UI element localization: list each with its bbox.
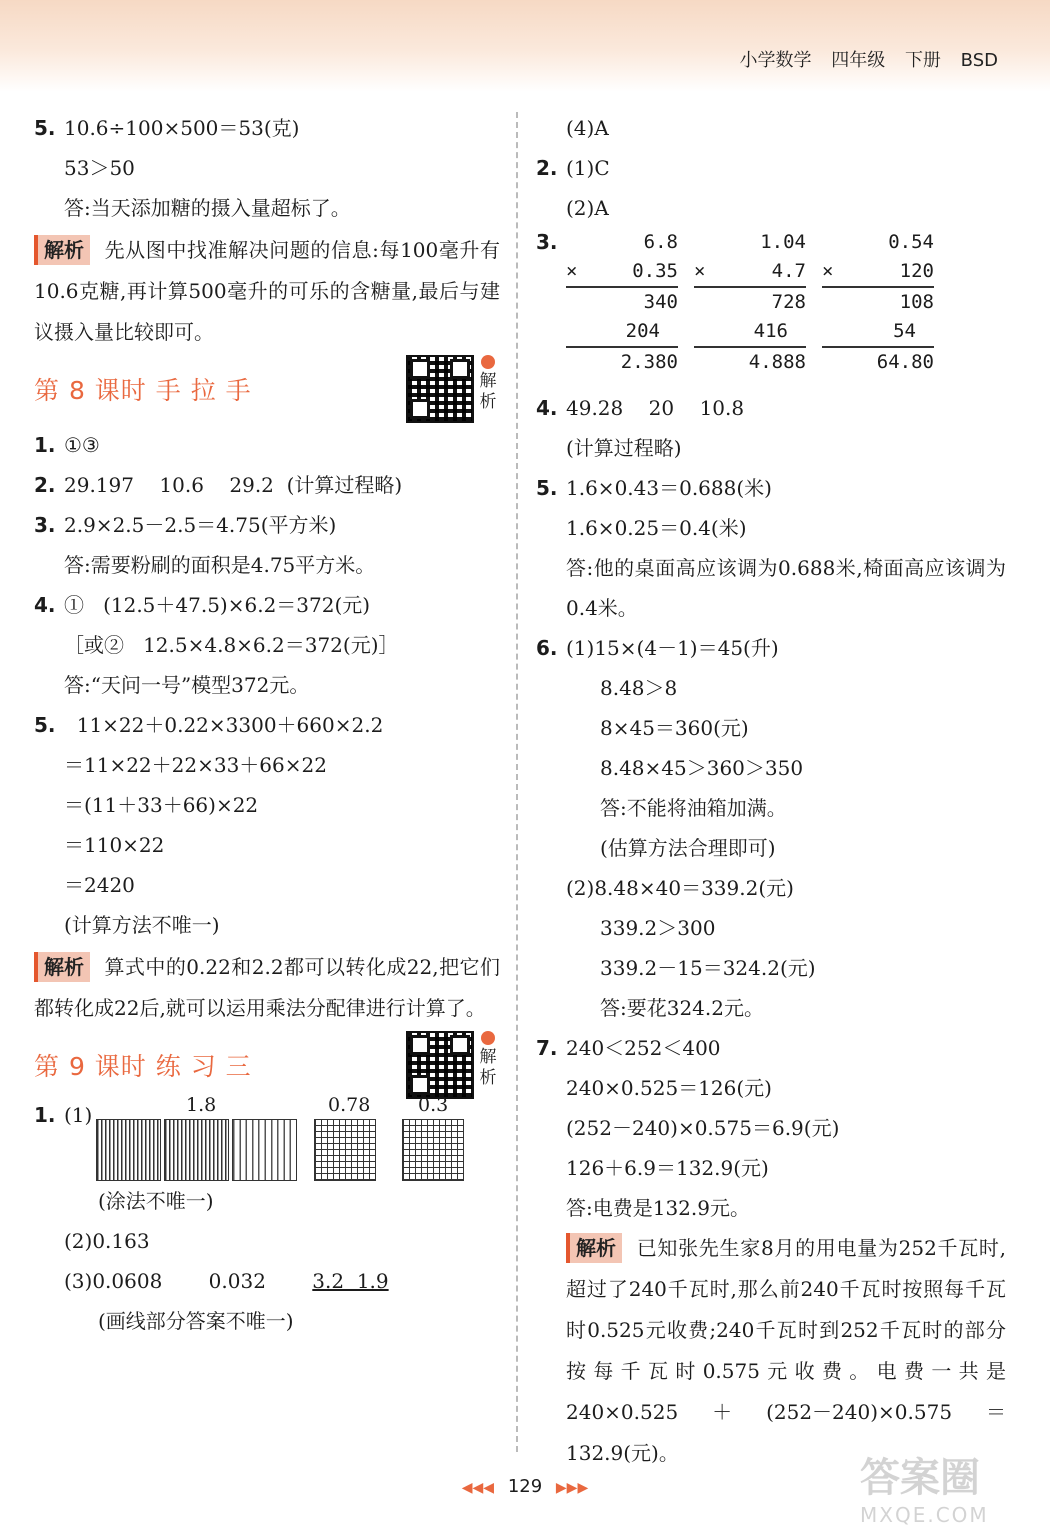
right-column [536,108,1006,1474]
s9-part-2: (2)0.163 [64,1229,150,1253]
r-q6-step: 8×45＝360(元) [600,716,749,740]
vertical-multiplication [566,228,678,377]
answer-text: 2.9×2.5－2.5＝4.75(平方米) [64,513,337,537]
lesson-8-title: 第 8 课时 手 拉 手 [34,376,252,405]
answer-text: 11×22＋0.22×3300＋660×2.2 [64,713,384,737]
question-number: 7. [536,1036,558,1060]
analysis-tag: 解析 [34,235,90,265]
vertical-multiplication [822,228,934,377]
r-q7-step: 126＋6.9＝132.9(元) [566,1156,769,1180]
watermark-site: MXQE.COM [860,1503,989,1527]
header-volume: 下册 [904,50,941,71]
s8-q4-alt: ［或② 12.5×4.8×6.2＝372(元)］ [64,633,399,657]
question-number: 1. [34,1103,56,1127]
answer-text: 49.28 20 10.8 [566,396,745,420]
factor-a: 1.04 [760,231,806,253]
s8-q2 [34,465,500,505]
factor-a: 6.8 [643,231,678,253]
part-label: (1) [64,1103,93,1127]
s9-p3-c: 3.2 1.9 [312,1269,389,1293]
strip-grid-full [96,1119,161,1181]
watermark-logo-text: 答案圈 [860,1455,980,1501]
answer-text: (1)15×(4－1)＝45(升) [566,636,779,660]
s8-q5-step: ＝11×22＋22×33＋66×22 [64,753,327,777]
s8-q4 [34,585,500,625]
r-q6-step: 答:不能将油箱加满。 [600,796,787,820]
r-q6-step: (估算方法合理即可) [600,836,776,860]
answer-text: 29.197 10.6 29.2 (计算过程略) [64,473,403,497]
partial-1: 728 [771,291,806,313]
left-column [34,108,500,1341]
r-q6-step: 答:要花324.2元。 [600,996,764,1020]
factor-a: 0.54 [888,231,934,253]
strip-grid-full [164,1119,229,1181]
s8-q3-answer: 答:需要粉刷的面积是4.75平方米。 [64,553,376,577]
s8-q4-answer: 答:“天问一号”模型372元。 [64,673,310,697]
label-1-8: 1.8 [186,1094,217,1116]
r-q4 [536,388,1006,428]
partial-1: 108 [899,291,934,313]
product: 2.380 [620,351,678,373]
analysis-2 [34,947,500,1029]
analysis-tag: 解析 [34,952,90,982]
s9-q1-figures [34,1094,500,1181]
answer-text: 1.6×0.43＝0.688(米) [566,476,772,500]
s8-q1 [34,425,500,465]
answer-text: ① (12.5＋47.5)×6.2＝372(元) [64,593,371,617]
s9-note-2: (画线部分答案不唯一) [98,1309,294,1333]
hundred-grid [402,1119,464,1181]
r-q6-step: 339.2＞300 [600,916,716,940]
question-number: 4. [536,396,558,420]
question-number: 1. [34,433,56,457]
q5-line [34,108,500,148]
q5-compare: 53＞50 [64,156,135,180]
q5-answer: 答:当天添加糖的摄入量超标了。 [64,196,351,220]
analysis-tag: 解析 [566,1233,622,1263]
factor-b: 120 [899,260,934,282]
r-q7 [536,1028,1006,1068]
vertical-multiplication [694,228,806,377]
factor-b-row [566,257,678,288]
question-number: 2. [34,473,56,497]
times-sign: × [822,260,834,282]
header-grade: 四年级 [831,50,886,71]
qr-label-text: 解析 [479,1047,497,1088]
hundred-grid [314,1119,376,1181]
partial-1: 340 [643,291,678,313]
r-a4: (4)A [566,116,609,140]
qr-label [478,355,498,413]
r-q6-step: 339.2－15＝324.2(元) [600,956,816,980]
r-q5 [536,468,1006,508]
s9-p3-b: 0.032 [208,1269,266,1293]
question-number: 5. [34,713,56,737]
factor-b: 0.35 [632,260,678,282]
s8-q5-step: ＝110×22 [64,833,165,857]
answer-text: ①③ [64,433,100,457]
product: 4.888 [748,351,806,373]
product: 64.80 [876,351,934,373]
r-q4-note: (计算过程略) [566,436,682,460]
times-sign: × [566,260,578,282]
r-q6-step: 8.48×45＞360＞350 [600,756,804,780]
question-number: 5. [34,116,56,140]
question-number: 2. [536,156,558,180]
s9-note-1: (涂法不唯一) [98,1189,214,1213]
qr-label [478,1031,498,1089]
r-q7-step: (252－240)×0.575＝6.9(元) [566,1116,840,1140]
r-q6 [536,628,1006,668]
question-number: 5. [536,476,558,500]
prev-arrows-icon: ◀◀◀ [461,1480,495,1496]
play-icon [481,1031,495,1045]
partial-2: 416 [694,317,806,348]
analysis-text: 已知张先生家8月的用电量为252千瓦时,超过了240千瓦时,那么前240千瓦时按照每千瓦时0.525元收费;240千瓦时到252千瓦时的部分按每千瓦时0.575元收费。电费一共是240×0.525＋(252－240)×0.575＝132.9(元)。 [566,1236,1006,1465]
strip-grid-partial [232,1119,297,1181]
page-number: 129 [507,1476,543,1497]
q5-expr: 10.6÷100×500＝53(克) [64,116,300,140]
r-q6-part2: (2)8.48×40＝339.2(元) [566,876,794,900]
page-header [725,46,998,72]
header-subject: 小学数学 [739,50,812,71]
factor-b-row [694,257,806,288]
analysis-text: 算式中的0.22和2.2都可以转化成22,把它们都转化成22后,就可以运用乘法分配律进行计算了。 [34,955,500,1020]
s8-q5 [34,705,500,745]
column-divider [516,112,518,1452]
analysis-1 [34,230,500,353]
question-number: 3. [536,230,558,254]
s9-part-3 [34,1261,500,1301]
factor-b-row [822,257,934,288]
question-number: 3. [34,513,56,537]
header-edition: BSD [960,50,998,71]
analysis-text: 先从图中找准解决问题的信息:每100毫升有10.6克糖,再计算500毫升的可乐的含糖量,最后与建议摄入量比较即可。 [34,238,500,344]
r-q7-step: 240×0.525＝126(元) [566,1076,772,1100]
r-q2-b: (2)A [566,196,609,220]
play-icon [481,355,495,369]
lesson-9-title: 第 9 课时 练 习 三 [34,1052,252,1081]
s9-p3-a: (3)0.0608 [64,1269,163,1293]
lesson-8-heading [34,355,500,425]
s8-q5-step: ＝(11＋33＋66)×22 [64,793,259,817]
s8-q5-note: (计算方法不唯一) [64,913,220,937]
s8-q3 [34,505,500,545]
times-sign: × [694,260,706,282]
r-q5-answer: 答:他的桌面高应该调为0.688米,椅面高应该调为0.4米。 [566,556,1006,620]
answer-text: (1)C [566,156,610,180]
analysis-3 [536,1228,1006,1474]
r-q5-l2: 1.6×0.25＝0.4(米) [566,516,747,540]
partial-2: 54 [822,317,934,348]
question-number: 6. [536,636,558,660]
qr-label-text: 解析 [479,371,497,412]
watermark [860,1446,1030,1526]
s8-q5-step: ＝2420 [64,873,135,897]
label-0-3: 0.3 [418,1094,449,1116]
r-q7-step: 答:电费是132.9元。 [566,1196,750,1220]
next-arrows-icon: ▶▶▶ [555,1480,589,1496]
factor-b: 4.7 [771,260,806,282]
answer-text: 240＜252＜400 [566,1036,721,1060]
label-0-78: 0.78 [328,1094,371,1116]
r-q3-multiplications [536,228,1006,388]
r-q2 [536,148,1006,188]
r-q6-step: 8.48＞8 [600,676,678,700]
qr-code-icon[interactable] [406,355,474,423]
question-number: 4. [34,593,56,617]
partial-2: 204 [566,317,678,348]
